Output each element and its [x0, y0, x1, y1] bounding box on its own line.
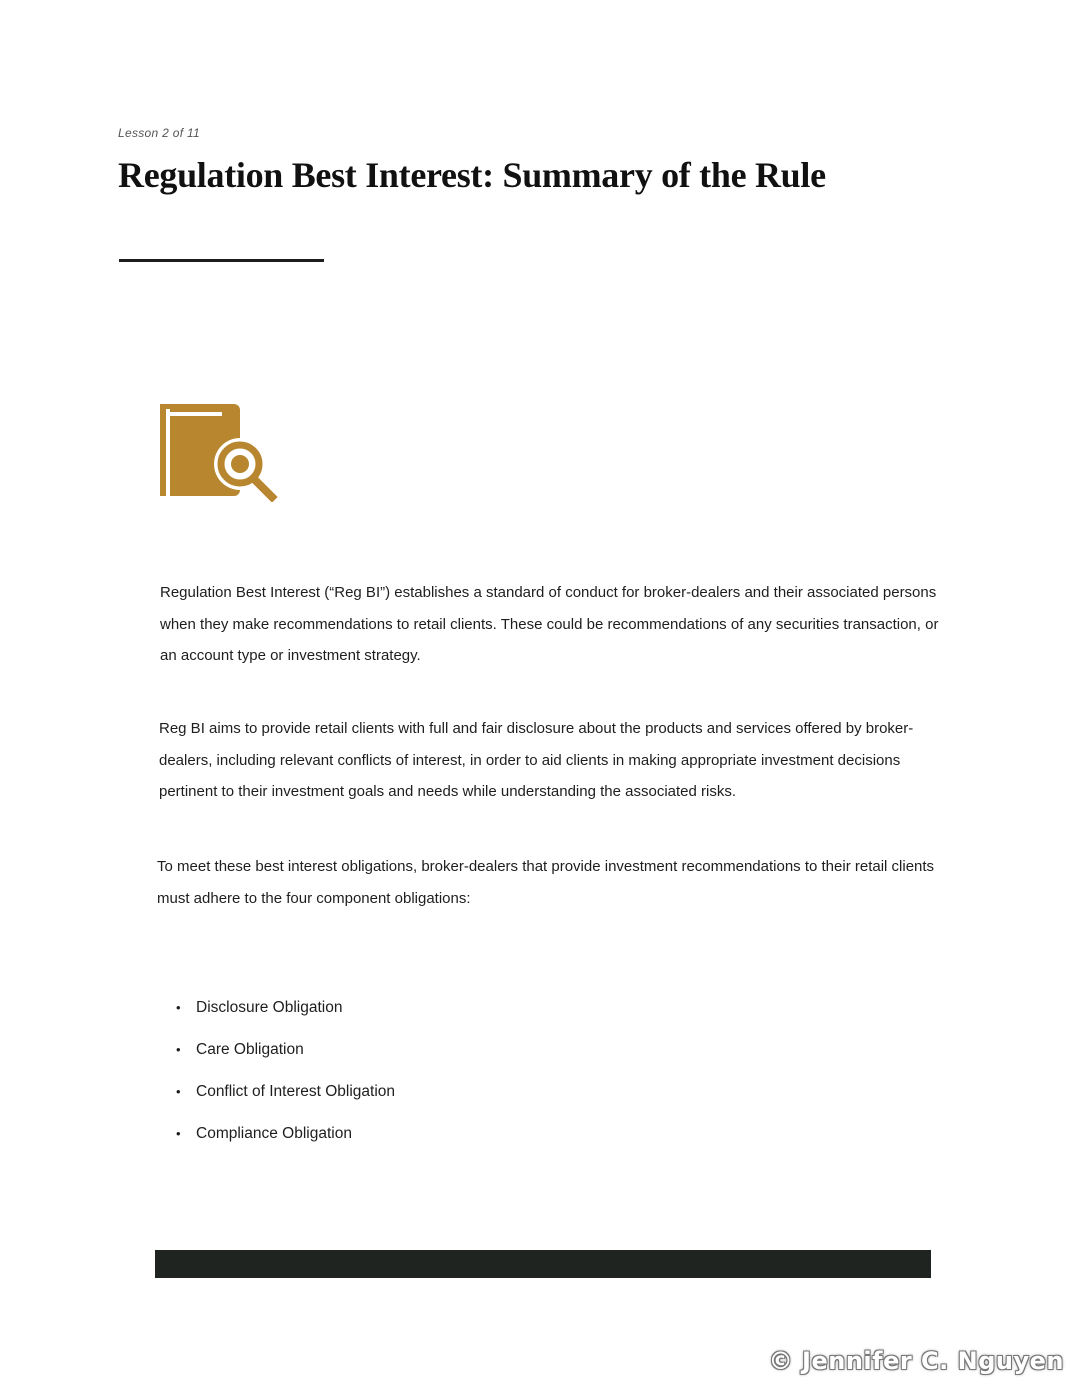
lesson-progress-label: Lesson 2 of 11	[118, 126, 201, 140]
list-item	[176, 1119, 395, 1161]
copyright-watermark: © Jennifer C. Nguyen	[768, 1347, 1064, 1375]
obligations-intro-paragraph: To meet these best interest obligations, broker-dealers that provide investment recommendations to their retail clients must adhere to the four component obligations:	[157, 858, 935, 907]
bullet-icon: •	[176, 1000, 181, 1015]
bullet-icon: •	[176, 1042, 181, 1057]
obligation-label: Care Obligation	[196, 1041, 304, 1058]
obligation-label: Conflict of Interest Obligation	[196, 1083, 396, 1100]
list-item	[176, 1035, 395, 1077]
bullet-icon: •	[176, 1126, 181, 1141]
disclosure-paragraph: Reg BI aims to provide retail clients with full and fair disclosure about the products and services offered by broker-dealers, including relevant conflicts of interest, in order to aid clients in making appropriate investment decisions pertinent to their investment goals and needs while understanding the associated risks.	[159, 720, 914, 800]
intro-paragraph: Regulation Best Interest (“Reg BI”) establishes a standard of conduct for broker-dealers and their associated persons when they make recommendations to retail clients. These could be recommendations of any securities transaction, or an account type or investment strategy.	[160, 584, 939, 664]
book-search-icon	[158, 402, 278, 502]
list-item	[176, 1077, 395, 1119]
page-title: Regulation Best Interest: Summary of the Rule	[118, 155, 826, 195]
obligation-label: Disclosure Obligation	[196, 999, 343, 1016]
title-divider	[119, 259, 324, 262]
obligations-list	[176, 993, 395, 1161]
list-item	[176, 993, 395, 1035]
bullet-icon: •	[176, 1084, 181, 1099]
obligation-label: Compliance Obligation	[196, 1125, 352, 1142]
continue-bar[interactable]	[155, 1250, 931, 1278]
